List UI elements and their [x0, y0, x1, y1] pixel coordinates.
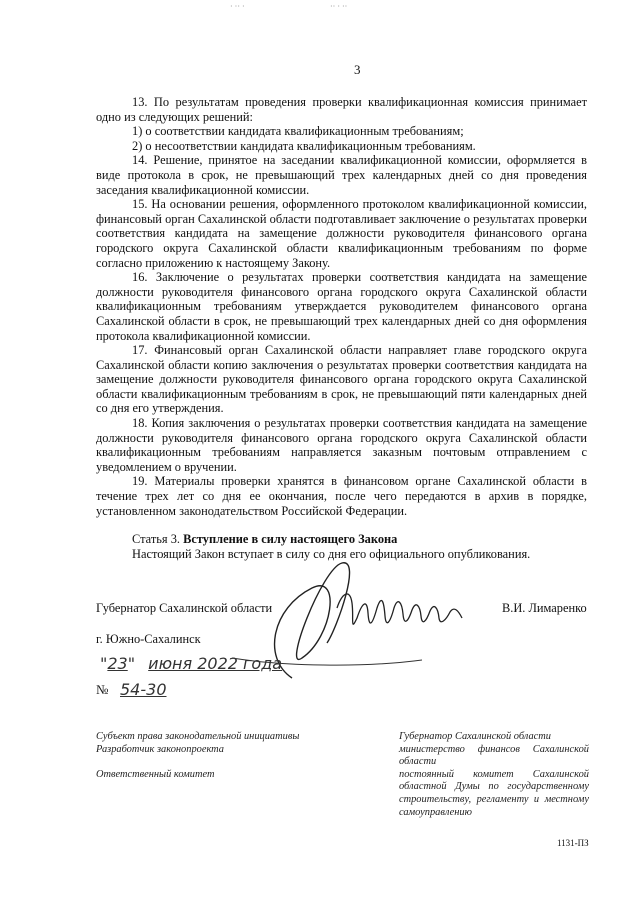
scan-artifact: ·· · ·· [330, 2, 348, 11]
footer-developer-value: министерство финансов Сахалинской области [399, 743, 589, 768]
handwritten-month-year: июня 2022 года [148, 654, 283, 673]
paragraph-18: 18. Копия заключения о результатах проверки соответствия кандидата на замещение должности руководителя финансового органа городского округа Сахалинской области квалификационным требованиям направляется заказным почтовым отправлением с уведомлением о вручении. [96, 416, 587, 474]
law-body-text [96, 95, 587, 561]
paragraph-19: 19. Материалы проверки хранятся в финансовом органе Сахалинской области в течение трех лет со дня ее окончания, после чего передаются в архив в порядке, установленном законодательством Российской Федерации. [96, 474, 587, 518]
handwritten-date: "23" июня 2022 года [100, 654, 283, 673]
footer-initiative-label: Субъект права законодательной инициативы [96, 731, 300, 742]
paragraph-16: 16. Заключение о результатах проверки соответствия кандидата на замещение должности руководителя финансового органа городского округа Сахалинской области квалификационным требованиям утверждается руководителем финансового органа Сахалинской области в срок, не превышающий трех календарных дней со дня оформления протокола квалификационной комиссии. [96, 270, 587, 343]
handwritten-number: 54-30 [120, 680, 167, 699]
footer-spacer [96, 756, 336, 769]
paragraph-13: 13. По результатам проведения проверки квалификационная комиссия принимает одно из следующих решений: [96, 95, 587, 124]
footer-developer-label: Разработчик законопроекта [96, 743, 224, 755]
governor-title: Губернатор Сахалинской области [96, 601, 273, 615]
paragraph-13-option-2: 2) о несоответствии кандидата квалификационным требованиям. [132, 138, 476, 153]
footer-right [399, 731, 589, 819]
footer-left [96, 731, 336, 781]
article-prefix: Статья 3. [132, 532, 184, 547]
article-3-heading [96, 532, 587, 547]
footer-committee-label: Ответственный комитет [96, 768, 215, 780]
footer-committee-value: постоянный комитет Сахалинской областной Думы по государственному строительству, регламенту и местному самоуправлению [399, 768, 589, 818]
handwritten-signature [222, 548, 492, 698]
scan-artifact: · ·· · [230, 2, 245, 11]
article-3-text: Настоящий Закон вступает в силу со дня его официального опубликования. [132, 546, 531, 561]
paragraph-17: 17. Финансовый орган Сахалинской области направляет главе городского округа Сахалинской области копию заключения о результатах проверки соответствия кандидата на замещение должности руководителя финансового органа городского округа Сахалинской области квалификационным требованиям в срок, не превышающий пяти календарных дней со дня его утверждения. [96, 343, 587, 416]
governor-name: В.И. Лимаренко [502, 601, 587, 615]
signing-city: г. Южно-Сахалинск [96, 632, 201, 646]
number-prefix: № [96, 682, 109, 697]
document-code: 1131-ПЗ [557, 838, 589, 848]
paragraph-14: 14. Решение, принятое на заседании квалификационной комиссии, оформляется в виде протокола в срок, не превышающий трех календарных дней со дня проведения заседания квалификационной комиссии. [96, 153, 587, 197]
handwritten-day: 23 [107, 654, 128, 673]
page-number: 3 [354, 62, 361, 77]
article-title: Вступление в силу настоящего Закона [183, 532, 398, 547]
paragraph-13-option-1: 1) о соответствии кандидата квалификационным требованиям; [132, 124, 464, 139]
paragraph-15: 15. На основании решения, оформленного протоколом квалификационной комиссии, финансовый орган Сахалинской области подготавливает заключение о результатах проверки соответствия кандидата на замещение должности руководителя финансового органа городского округа Сахалинской области квалификационным требованиям по форме согласно приложению к настоящему Закону. [96, 197, 587, 270]
footer-initiative-value: Губернатор Сахалинской области [399, 731, 551, 742]
